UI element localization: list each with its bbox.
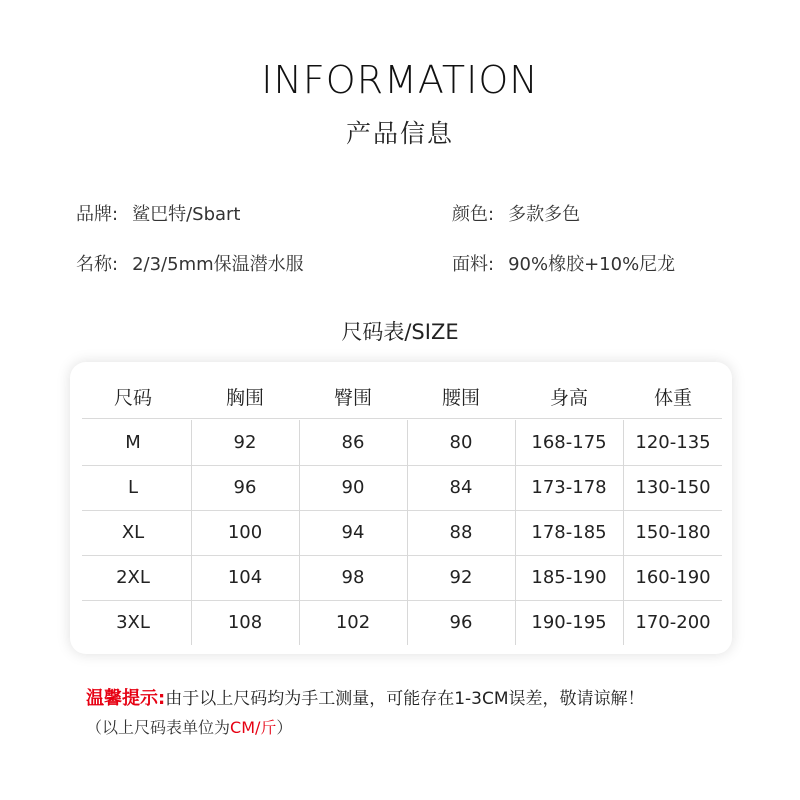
table-cell: 100 bbox=[227, 522, 263, 543]
unit-value: CM/斤 bbox=[230, 718, 277, 737]
table-cell: 185-190 bbox=[531, 567, 607, 588]
table-cell: 173-178 bbox=[531, 477, 607, 498]
page-title: INFORMATION bbox=[261, 58, 539, 102]
table-cell: 130-150 bbox=[635, 477, 711, 498]
page-subtitle: 产品信息 bbox=[345, 119, 454, 148]
fabric-value: 90%橡胶+10%尼龙 bbox=[508, 254, 676, 275]
table-cell: 190-195 bbox=[531, 612, 607, 633]
table-header-cell: 胸围 bbox=[225, 386, 264, 409]
table-cell: 96 bbox=[233, 477, 257, 498]
table-header-cell: 腰围 bbox=[441, 386, 480, 409]
size-table bbox=[70, 362, 732, 654]
table-cell: 92 bbox=[233, 432, 257, 453]
table-cell: 170-200 bbox=[635, 612, 711, 633]
color-label: 颜色: bbox=[452, 204, 495, 225]
table-cell: 160-190 bbox=[635, 567, 711, 588]
table-cell: 88 bbox=[449, 522, 473, 543]
color-info bbox=[452, 200, 580, 226]
table-header-cell: 臀围 bbox=[333, 386, 372, 409]
table-cell: 98 bbox=[341, 567, 365, 588]
table-column-divider bbox=[407, 420, 408, 645]
table-cell: 92 bbox=[449, 567, 473, 588]
table-cell: 168-175 bbox=[531, 432, 607, 453]
table-cell: 90 bbox=[341, 477, 365, 498]
table-column-divider bbox=[191, 420, 192, 645]
table-cell: 3XL bbox=[116, 612, 150, 633]
warning-note bbox=[86, 684, 645, 710]
table-cell: 84 bbox=[449, 477, 473, 498]
table-cell: 150-180 bbox=[635, 522, 711, 543]
table-cell: 120-135 bbox=[635, 432, 711, 453]
table-column-divider bbox=[623, 420, 624, 645]
table-cell: 2XL bbox=[116, 567, 150, 588]
unit-prefix: （以上尺码表单位为 bbox=[86, 718, 231, 737]
table-header-cell: 尺码 bbox=[113, 386, 152, 409]
table-header-divider bbox=[82, 418, 722, 419]
table-cell: XL bbox=[121, 522, 145, 543]
warning-text: 由于以上尺码均为手工测量，可能存在1-3CM误差，敬请谅解！ bbox=[165, 689, 645, 709]
fabric-label: 面料: bbox=[452, 254, 495, 275]
table-cell: M bbox=[125, 432, 141, 453]
table-cell: 104 bbox=[227, 567, 263, 588]
table-cell: 108 bbox=[227, 612, 263, 633]
table-header-cell: 身高 bbox=[549, 386, 588, 409]
color-value: 多款多色 bbox=[508, 204, 581, 225]
brand-value: 鲨巴特/Sbart bbox=[132, 204, 241, 225]
table-column-divider bbox=[299, 420, 300, 645]
unit-suffix: ） bbox=[276, 718, 293, 737]
table-cell: 102 bbox=[335, 612, 371, 633]
name-value: 2/3/5mm保温潜水服 bbox=[132, 254, 304, 275]
table-cell: 80 bbox=[449, 432, 473, 453]
table-cell: 94 bbox=[341, 522, 365, 543]
size-table-title: 尺码表/SIZE bbox=[341, 320, 459, 344]
name-info bbox=[76, 250, 304, 276]
table-cell: 86 bbox=[341, 432, 365, 453]
table-cell: 96 bbox=[449, 612, 473, 633]
table-header-cell: 体重 bbox=[653, 386, 692, 409]
brand-label: 品牌: bbox=[76, 204, 119, 225]
table-column-divider bbox=[515, 420, 516, 645]
table-cell: 178-185 bbox=[531, 522, 607, 543]
brand-info bbox=[76, 200, 240, 226]
fabric-info bbox=[452, 250, 675, 276]
table-cell: L bbox=[127, 477, 139, 498]
unit-note bbox=[86, 715, 292, 738]
name-label: 名称: bbox=[76, 254, 119, 275]
warning-label: 温馨提示: bbox=[86, 688, 166, 709]
size-table-grid bbox=[70, 362, 732, 654]
